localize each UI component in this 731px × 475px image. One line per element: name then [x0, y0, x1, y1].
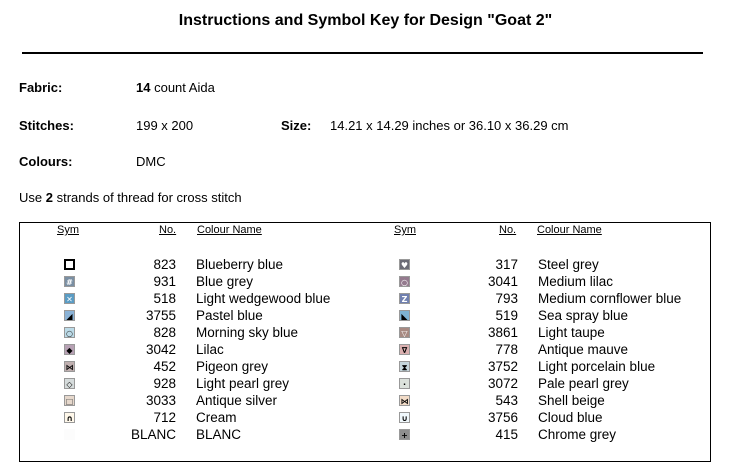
- strands-pre: Use: [19, 190, 43, 205]
- colour-name: BLANC: [196, 427, 242, 442]
- colour-name: Medium lilac: [538, 274, 614, 289]
- colour-number: 778: [495, 342, 518, 357]
- colour-name: Morning sky blue: [196, 325, 299, 340]
- colour-number: 712: [153, 410, 176, 425]
- arch-icon: ∩: [64, 412, 75, 423]
- colour-name: Shell beige: [538, 393, 605, 408]
- strands-count: 2: [45, 190, 53, 205]
- colour-number: 518: [153, 291, 176, 306]
- colour-name: Medium cornflower blue: [538, 291, 682, 306]
- colour-number: 519: [495, 308, 518, 323]
- bowtie-icon: ⋈: [65, 363, 74, 372]
- colour-number: 3033: [145, 393, 176, 408]
- colour-number: 823: [153, 257, 176, 272]
- colour-name: Steel grey: [538, 257, 599, 272]
- fabric-text: count Aida: [154, 80, 215, 95]
- colour-name: Pigeon grey: [196, 359, 269, 374]
- colour-name: Pale pearl grey: [538, 376, 629, 391]
- x-icon: ✕: [64, 293, 75, 304]
- right-name-header: Colour Name: [537, 224, 602, 236]
- left-sym-header: Sym: [57, 224, 79, 236]
- left-name-header: Colour Name: [197, 224, 262, 236]
- colour-number: 3755: [145, 308, 176, 323]
- right-sym-header: Sym: [394, 224, 416, 236]
- size-label: Size:: [281, 118, 312, 133]
- triangle-icon: ◢: [64, 310, 75, 321]
- outline-square-icon: [64, 259, 75, 270]
- colour-number: BLANC: [130, 427, 176, 442]
- colour-name: Light wedgewood blue: [196, 291, 331, 306]
- down-triangle-icon: ▽: [399, 327, 410, 338]
- title-divider: [22, 52, 703, 54]
- z-icon: Z: [399, 293, 410, 304]
- fabric-value: [136, 80, 215, 95]
- colour-name: Pastel blue: [196, 308, 263, 323]
- colour-number: 415: [495, 427, 518, 442]
- nabla-icon: ∇: [399, 344, 410, 355]
- small-square-icon: □: [65, 397, 74, 406]
- colour-number: 928: [153, 376, 176, 391]
- stitches-value: 199 x 200: [136, 118, 194, 133]
- colour-number: 3072: [487, 376, 518, 391]
- plus-icon: +: [399, 429, 410, 440]
- colour-number: 3861: [487, 325, 518, 340]
- dot-icon: ·: [399, 378, 410, 389]
- colour-name: Antique silver: [196, 393, 278, 408]
- colour-name: Lilac: [196, 342, 224, 357]
- colour-number: 3041: [487, 274, 518, 289]
- small-diamond-icon: ◇: [64, 378, 75, 389]
- fabric-count: 14: [136, 80, 151, 95]
- corner-triangle-icon: ◣: [399, 310, 410, 321]
- colour-number: 3752: [487, 359, 518, 374]
- cup-icon: ∪: [399, 412, 410, 423]
- colours-label: Colours:: [19, 154, 73, 169]
- colour-name: Light taupe: [538, 325, 605, 340]
- colour-name: Blueberry blue: [196, 257, 284, 272]
- blank-icon: [64, 429, 75, 440]
- colour-number: 543: [495, 393, 518, 408]
- colour-name: Cloud blue: [538, 410, 603, 425]
- page-title: Instructions and Symbol Key for Design "Goat 2": [178, 12, 553, 29]
- bowtie-icon: ⋈: [400, 397, 409, 406]
- colour-number: 793: [495, 291, 518, 306]
- hourglass-icon: ⧗: [399, 361, 410, 372]
- colour-name: Antique mauve: [538, 342, 629, 357]
- symbol-key-table: [19, 222, 711, 462]
- colours-value: DMC: [136, 154, 166, 169]
- colour-number: 317: [495, 257, 518, 272]
- right-no-header: No.: [499, 224, 517, 236]
- colour-name: Light porcelain blue: [538, 359, 656, 374]
- diamond-icon: ◆: [64, 344, 75, 355]
- colour-name: Cream: [196, 410, 237, 425]
- circle-icon: ○: [64, 327, 75, 338]
- colour-number: 828: [153, 325, 176, 340]
- hash-icon: #: [64, 276, 75, 287]
- colour-number: 931: [153, 274, 176, 289]
- circle-icon: ○: [399, 276, 410, 287]
- size-value: 14.21 x 14.29 inches or 36.10 x 36.29 cm: [330, 118, 569, 133]
- colour-number: 3042: [145, 342, 176, 357]
- colour-number: 452: [153, 359, 176, 374]
- colour-name: Light pearl grey: [196, 376, 290, 391]
- colour-name: Chrome grey: [538, 427, 617, 442]
- stitches-label: Stitches:: [19, 118, 74, 133]
- colour-name: Sea spray blue: [538, 308, 629, 323]
- colour-name: Blue grey: [196, 274, 254, 289]
- fabric-label: Fabric:: [19, 80, 63, 95]
- left-no-header: No.: [159, 224, 177, 236]
- strands-post: strands of thread for cross stitch: [56, 190, 242, 205]
- strands-instruction: [19, 190, 242, 205]
- colour-number: 3756: [487, 410, 518, 425]
- heart-icon: ♥: [400, 261, 409, 270]
